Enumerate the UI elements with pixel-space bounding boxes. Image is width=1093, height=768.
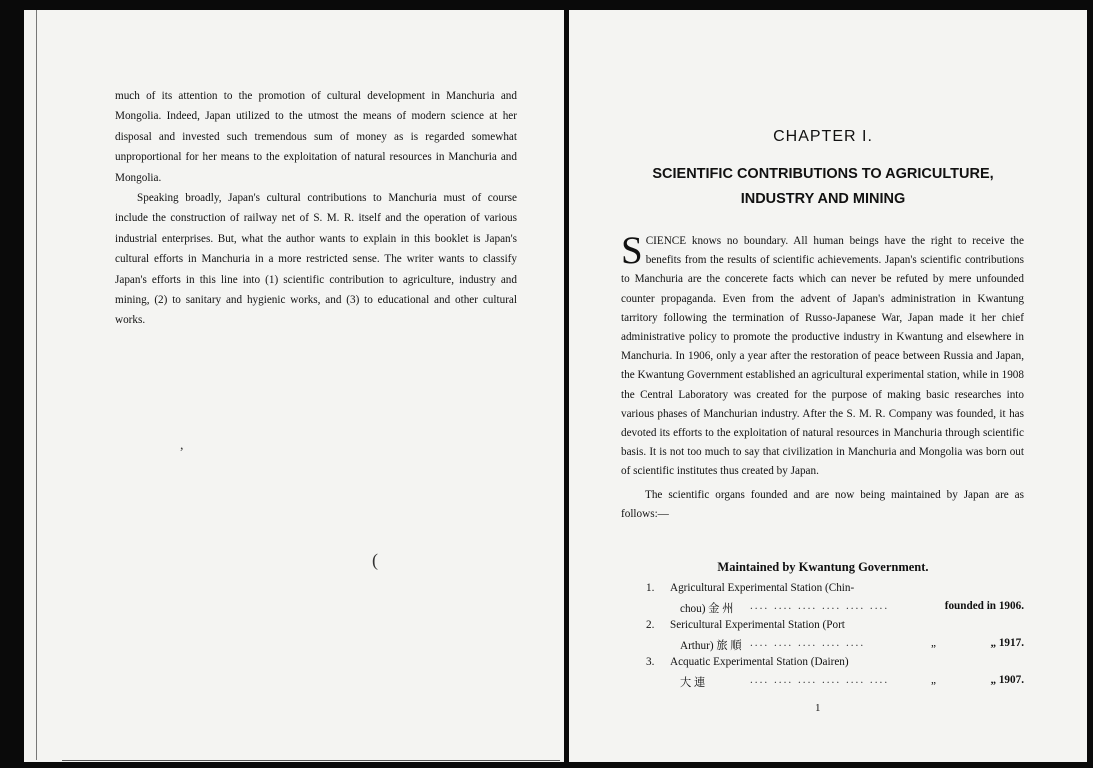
- stray-mark-icon: ,: [180, 438, 184, 453]
- page-bottom-line: [62, 760, 560, 761]
- entry-leader-dots: .... .... .... .... .... ....: [750, 600, 890, 612]
- left-page-text: [115, 86, 517, 331]
- right-paragraph-1: [621, 229, 1024, 482]
- entry-ditto: „: [931, 674, 936, 686]
- section-subheading: Maintained by Kwantung Government.: [717, 560, 929, 574]
- entry-leader-dots: .... .... .... .... .... ....: [750, 674, 890, 686]
- list-item: [646, 656, 1024, 693]
- entry-founded: „ 1907.: [990, 674, 1024, 686]
- entry-line-1: Agricultural Experimental Station (Chin-: [670, 582, 855, 594]
- entry-founded: „ 1917.: [990, 637, 1024, 649]
- left-paragraph-1: much of its attention to the promotion of cultural development in Manchuria and Mongolia. Indeed, Japan utilized to the utmost the means of modern science at her disposal and invested such tremendous sum of money as is regarded somewhat unproportional for her means to the exploitation of natural resources in Manchuria and Mongolia.: [115, 90, 517, 184]
- entry-leader-dots: .... .... .... .... ....: [750, 637, 866, 649]
- list-item: [646, 619, 1024, 656]
- heading-line-2: INDUSTRY AND MINING: [740, 191, 906, 207]
- right-paragraph-2: The scientific organs founded and are now being maintained by Japan are as follows:—: [621, 488, 1024, 520]
- stray-mark-icon: (: [372, 550, 378, 570]
- chapter-title: CHAPTER I.: [773, 128, 873, 145]
- heading-line-1: SCIENTIFIC CONTRIBUTIONS TO AGRICULTURE,: [652, 166, 994, 182]
- right-page-body: [621, 229, 1024, 524]
- entry-line-2: Arthur) 旅 順: [680, 640, 742, 652]
- chapter-heading: [622, 162, 1024, 212]
- entry-ditto: „: [931, 637, 936, 649]
- entry-number: 2.: [646, 619, 655, 631]
- page-edge-line: [36, 10, 37, 760]
- station-list: [646, 582, 1024, 693]
- entry-line-2: chou) 金 州: [680, 603, 734, 615]
- left-paragraph-2: Speaking broadly, Japan's cultural contributions to Manchuria must of course include the construction of railway net of S. M. R. itself and the operation of various industrial enterprises. But, what the author wants to explain in this booklet is Japan's cultural efforts in Manchuria in a more restricted sense. The writer wants to classify Japan's efforts in this line into (1) scientific contribution to agriculture, industry and mining, (2) to sanitary and hygienic works, and (3) to educational and other cultural works.: [115, 192, 517, 327]
- page-number: 1: [815, 702, 821, 714]
- entry-line-1: Acquatic Experimental Station (Dairen): [670, 656, 849, 668]
- list-item: [646, 582, 1024, 619]
- entry-line-2: 大 連: [680, 677, 706, 689]
- entry-founded: founded in 1906.: [944, 600, 1024, 612]
- entry-number: 1.: [646, 582, 655, 594]
- entry-number: 3.: [646, 656, 655, 668]
- right-paragraph-1-text: CIENCE knows no boundary. All human beings have the right to receive the benefits from the results of scientific achievements. Japan's scientific contributions to Manchuria are the concerete facts which can never be refuted by mere unfounded counter propaganda. Even from the advent of Japan's administration in Kwantung tarritory following the termination of Russo-Japanese War, Japan made it her chief administrative policy to promote the productive industry in Kwantung and elsewhere in Manchuria. In 1906, only a year after the restoration of peace between Russia and Japan, the Kwantung Government established an agricultural experimental station, while in 1908 the Central Laboratory was created for the purpose of making basic researches into various phases of Manchurian industry. After the S. M. R. Company was founded, it has devoted its efforts to the exploitation of natural resources in Manchuria through scientific basis. It is not too much to say that civilization in Manchuria and Mongolia was born out of scientific institutes thus created by Japan.: [621, 235, 1024, 478]
- drop-cap: S: [621, 229, 643, 272]
- entry-line-1: Sericultural Experimental Station (Port: [670, 619, 845, 631]
